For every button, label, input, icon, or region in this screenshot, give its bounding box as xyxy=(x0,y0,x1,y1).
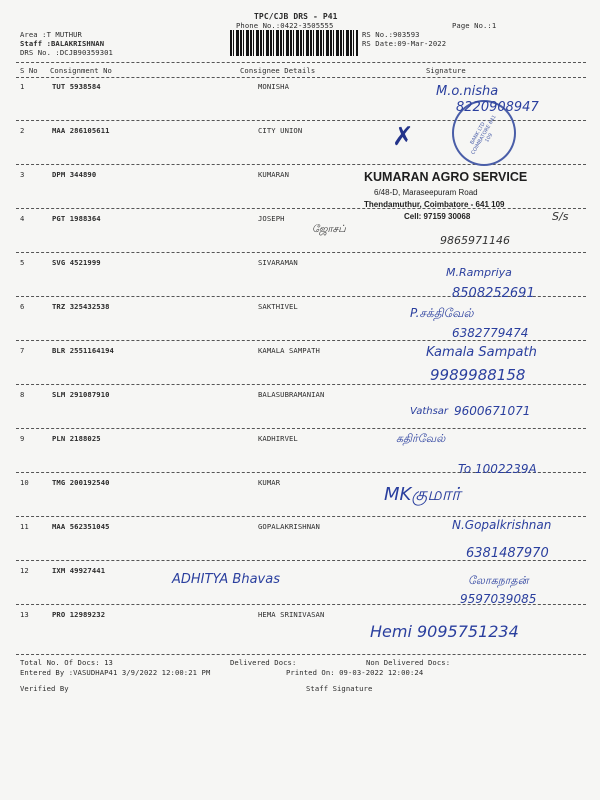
row-consignment-no: IXM 49927441 xyxy=(52,566,106,575)
handwriting-r9-name: கதிர்வேல் xyxy=(396,432,446,445)
verified-by: Verified By xyxy=(20,684,69,693)
row-sno: 7 xyxy=(20,346,25,355)
row-consignment-no: TUT 5938584 xyxy=(52,82,101,91)
handwriting-r11-phone: 6381487970 xyxy=(466,546,549,561)
stamp-address-line2: Thendamuthur, Coimbatore - 641 109 xyxy=(364,200,505,209)
row-sno: 2 xyxy=(20,126,25,135)
column-header-consignment: Consignment No xyxy=(50,66,112,75)
handwriting-r5-name: M.Rampriya xyxy=(446,266,512,279)
delivered-docs: Delivered Docs: xyxy=(230,658,297,667)
row-consignment-no: MAA 562351045 xyxy=(52,522,110,531)
row-sno: 1 xyxy=(20,82,25,91)
column-header-signature: Signature xyxy=(426,66,466,75)
row-consignee-name: KUMARAN xyxy=(258,170,289,179)
row-sno: 3 xyxy=(20,170,25,179)
signature-scribble: ✗ xyxy=(392,122,414,152)
stamp-company-name: KUMARAN AGRO SERVICE xyxy=(364,170,528,184)
handwriting-r12-phone: 9597039085 xyxy=(460,592,537,606)
divider xyxy=(16,654,586,655)
round-stamp-text: BANK LTD - COIMBATORE 641 109 xyxy=(469,114,498,156)
row-divider xyxy=(16,340,586,341)
staff-signature: Staff Signature xyxy=(306,684,373,693)
handwriting-r8-phone: 9600671071 xyxy=(454,404,531,418)
handwriting-r10: MKகுமார் xyxy=(384,484,461,505)
row-consignee-name: CITY UNION xyxy=(258,126,303,135)
row-sno: 6 xyxy=(20,302,25,311)
rs-date: RS Date:09-Mar-2022 xyxy=(362,39,447,48)
handwriting-r9-phone: To 1002239A xyxy=(458,462,537,476)
handwriting-r4-phone: 9865971146 xyxy=(440,234,510,247)
row-consignment-no: PGT 1988364 xyxy=(52,214,101,223)
entered-by: Entered By :VASUDHAP41 3/9/2022 12:00:21 PM xyxy=(20,668,211,677)
row-divider xyxy=(16,428,586,429)
row-consignment-no: SLM 291087910 xyxy=(52,390,110,399)
drs-number: DRS No. :DCJB90359301 xyxy=(20,48,113,57)
barcode xyxy=(230,30,358,56)
row-consignment-no: PRO 12989232 xyxy=(52,610,106,619)
rs-number: RS No.:903593 xyxy=(362,30,420,39)
divider xyxy=(16,62,586,63)
row-consignment-no: BLR 2551164194 xyxy=(52,346,114,355)
row-divider xyxy=(16,384,586,385)
phone-number: Phone No.:0422-3505555 xyxy=(236,21,334,30)
row-sno: 13 xyxy=(20,610,29,619)
row-consignment-no: DPM 344890 xyxy=(52,170,97,179)
column-header-consignee: Consignee Details xyxy=(240,66,316,75)
row-sno: 11 xyxy=(20,522,29,531)
handwriting-r13: Hemi 9095751234 xyxy=(370,622,519,641)
row-consignee-name: MONISHA xyxy=(258,82,289,91)
row-sno: 9 xyxy=(20,434,25,443)
handwriting-r1-phone: 8220908947 xyxy=(456,100,539,115)
handwriting-r6-name: P.சக்திவேல் xyxy=(410,306,474,320)
row-consignment-no: PLN 2188025 xyxy=(52,434,101,443)
document-title: TPC/CJB DRS - P41 xyxy=(254,12,338,21)
row-sno: 12 xyxy=(20,566,29,575)
row-sno: 10 xyxy=(20,478,29,487)
area-label: Area :T MUTHUR xyxy=(20,30,82,39)
row-consignee-name: KAMALA SAMPATH xyxy=(258,346,320,355)
staff-label: Staff :BALAKRISHNAN xyxy=(20,39,105,48)
row-consignee-name: HEMA SRINIVASAN xyxy=(258,610,325,619)
stamp-address-line1: 6/48-D, Maraseepuram Road xyxy=(374,188,478,197)
row-consignee-name: SAKTHIVEL xyxy=(258,302,298,311)
handwriting-r5-phone: 8508252691 xyxy=(452,286,535,301)
row-sno: 4 xyxy=(20,214,25,223)
stamp-cell-number: Cell: 97159 30068 xyxy=(404,212,471,221)
non-delivered-docs: Non Delivered Docs: xyxy=(366,658,451,667)
handwriting-r4-sign: S/s xyxy=(552,210,569,223)
row-consignee-name: BALASUBRAMANIAN xyxy=(258,390,325,399)
handwriting-r6-phone: 6382779474 xyxy=(452,326,529,340)
row-consignment-no: TMG 200192540 xyxy=(52,478,110,487)
row-consignment-no: MAA 286105611 xyxy=(52,126,110,135)
printed-on: Printed On: 09-03-2022 12:00:24 xyxy=(286,668,424,677)
company-stamp xyxy=(356,166,556,232)
row-consignee-name: KADHIRVEL xyxy=(258,434,298,443)
handwriting-r7-phone: 9989988158 xyxy=(430,366,526,384)
divider xyxy=(16,77,586,78)
row-consignee-name: KUMAR xyxy=(258,478,281,487)
row-consignee-name: GOPALAKRISHNAN xyxy=(258,522,320,531)
row-consignment-no: SVG 4521999 xyxy=(52,258,101,267)
row-divider xyxy=(16,164,586,165)
row-consignment-no: TRZ 325432538 xyxy=(52,302,110,311)
handwriting-r7-name: Kamala Sampath xyxy=(426,345,537,360)
handwriting-r4-name: ஜோசப் xyxy=(312,224,346,235)
row-consignee-name: SIVARAMAN xyxy=(258,258,298,267)
row-divider xyxy=(16,252,586,253)
row-sno: 5 xyxy=(20,258,25,267)
page-number: Page No.:1 xyxy=(452,21,497,30)
row-sno: 8 xyxy=(20,390,25,399)
handwriting-r11-name: N.Gopalkrishnan xyxy=(452,518,552,532)
handwriting-r12-sign: லோகநாதன் xyxy=(468,574,529,587)
column-header-sno: S No xyxy=(20,66,38,75)
total-docs: Total No. Of Docs: 13 xyxy=(20,658,113,667)
handwriting-r8-name: Vathsar xyxy=(410,406,449,417)
handwriting-r12-name: ADHITYA Bhavas xyxy=(172,572,280,587)
row-consignee-name: JOSEPH xyxy=(258,214,285,223)
handwriting-r1-name: M.o.nisha xyxy=(436,84,499,99)
row-divider xyxy=(16,516,586,517)
